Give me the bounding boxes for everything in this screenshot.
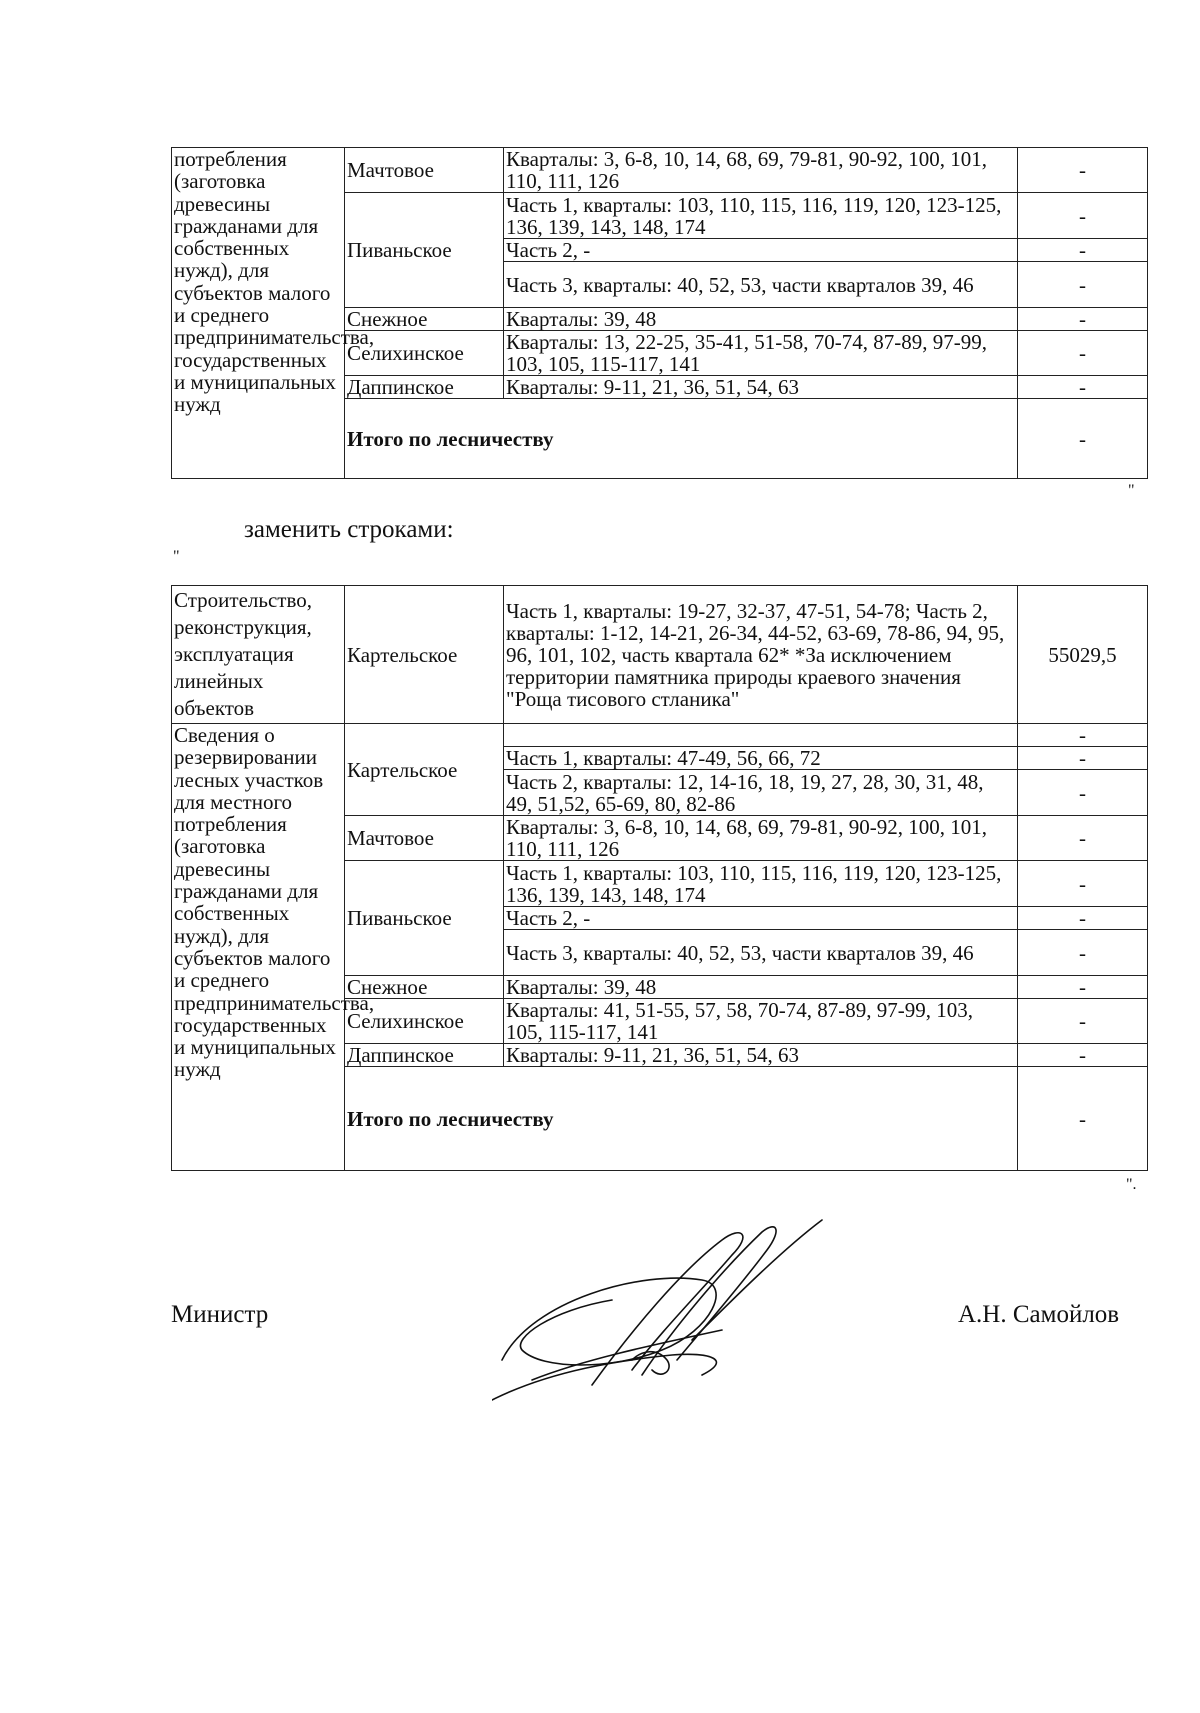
value-cell: - [1018, 747, 1148, 770]
forestry-cell: Селихинское [345, 999, 504, 1044]
forestry-cell: Снежное [345, 308, 504, 331]
value-cell: - [1018, 770, 1148, 816]
total-label: Итого по лесничеству [345, 1067, 1018, 1171]
forestry-cell: Мачтовое [345, 148, 504, 193]
quarters-cell: Кварталы: 13, 22-25, 35-41, 51-58, 70-74, 87-89, 97-99, 103, 105, 115-117, 141 [504, 331, 1018, 376]
quarters-cell: Кварталы: 9-11, 21, 36, 51, 54, 63 [504, 1044, 1018, 1067]
signer-name: А.Н. Самойлов [958, 1301, 1120, 1328]
quarters-cell: Часть 2, кварталы: 12, 14-16, 18, 19, 27, 28, 30, 31, 48, 49, 51,52, 65-69, 80, 82-86 [504, 770, 1018, 816]
replace-instruction: заменить строками: [244, 516, 454, 543]
value-cell: - [1018, 816, 1148, 861]
value-cell: - [1018, 930, 1148, 976]
quarters-cell: Кварталы: 39, 48 [504, 308, 1018, 331]
value-cell: - [1018, 148, 1148, 193]
value-cell: 55029,5 [1018, 586, 1148, 724]
handwritten-signature [492, 1210, 832, 1410]
signer-title: Министр [171, 1301, 269, 1328]
total-label: Итого по лесничеству [345, 399, 1018, 479]
forestry-cell: Мачтовое [345, 816, 504, 861]
total-value: - [1018, 399, 1148, 479]
quarters-cell: Кварталы: 9-11, 21, 36, 51, 54, 63 [504, 376, 1018, 399]
quarters-cell: Часть 2, - [504, 239, 1018, 262]
quarters-cell: Часть 1, кварталы: 19-27, 32-37, 47-51, 54-78; Часть 2, кварталы: 1-12, 14-21, 26-34, 44-52, 63-69, 78-86, 94, 95, 96, 101, 102, часть квартала 62* *За исключением территории памятника природы краевого значения "Роща тисового стланика" [504, 586, 1018, 724]
value-cell: - [1018, 976, 1148, 999]
forestry-cell: Пиваньское [345, 193, 504, 308]
opening-quote: " [173, 548, 180, 565]
quarters-cell: Кварталы: 3, 6-8, 10, 14, 68, 69, 79-81, 90-92, 100, 101, 110, 111, 126 [504, 148, 1018, 193]
quarters-cell: Кварталы: 39, 48 [504, 976, 1018, 999]
value-cell: - [1018, 724, 1148, 747]
value-cell: - [1018, 262, 1148, 308]
purpose-cell: Сведения о резервировании лесных участков для местного потребления (заготовка древесины гражданами для собственных нужд), для субъектов малого и среднего предпринимательства, государственных и муниципальных нужд [172, 724, 345, 1171]
purpose-cell: Строительство, реконструкция, эксплуатация линейных объектов [172, 586, 345, 724]
forest-table-new [171, 585, 1148, 1171]
forestry-cell: Селихинское [345, 331, 504, 376]
quarters-cell: Часть 3, кварталы: 40, 52, 53, части кварталов 39, 46 [504, 262, 1018, 308]
quarters-cell: Кварталы: 3, 6-8, 10, 14, 68, 69, 79-81, 90-92, 100, 101, 110, 111, 126 [504, 816, 1018, 861]
value-cell: - [1018, 193, 1148, 239]
value-cell: - [1018, 861, 1148, 907]
value-cell: - [1018, 239, 1148, 262]
quarters-cell: Часть 1, кварталы: 103, 110, 115, 116, 119, 120, 123-125, 136, 139, 143, 148, 174 [504, 193, 1018, 239]
value-cell: - [1018, 907, 1148, 930]
forestry-cell: Картельское [345, 724, 504, 816]
quarters-cell: Часть 1, кварталы: 47-49, 56, 66, 72 [504, 747, 1018, 770]
quarters-cell [504, 724, 1018, 747]
value-cell: - [1018, 308, 1148, 331]
quarters-cell: Часть 2, - [504, 907, 1018, 930]
value-cell: - [1018, 376, 1148, 399]
quarters-cell: Кварталы: 41, 51-55, 57, 58, 70-74, 87-89, 97-99, 103, 105, 115-117, 141 [504, 999, 1018, 1044]
closing-quote: " [1128, 482, 1135, 499]
quarters-cell: Часть 3, кварталы: 40, 52, 53, части кварталов 39, 46 [504, 930, 1018, 976]
closing-quote: ". [1126, 1176, 1137, 1193]
total-value: - [1018, 1067, 1148, 1171]
value-cell: - [1018, 331, 1148, 376]
value-cell: - [1018, 1044, 1148, 1067]
purpose-cell: потребления (заготовка древесины гражданами для собственных нужд), для субъектов малого и среднего предпринимательства, государственных и муниципальных нужд [172, 148, 345, 479]
quarters-cell: Часть 1, кварталы: 103, 110, 115, 116, 119, 120, 123-125, 136, 139, 143, 148, 174 [504, 861, 1018, 907]
forest-table-old [171, 147, 1148, 479]
forestry-cell: Даппинское [345, 1044, 504, 1067]
forestry-cell: Пиваньское [345, 861, 504, 976]
forestry-cell: Даппинское [345, 376, 504, 399]
forestry-cell: Снежное [345, 976, 504, 999]
value-cell: - [1018, 999, 1148, 1044]
forestry-cell: Картельское [345, 586, 504, 724]
